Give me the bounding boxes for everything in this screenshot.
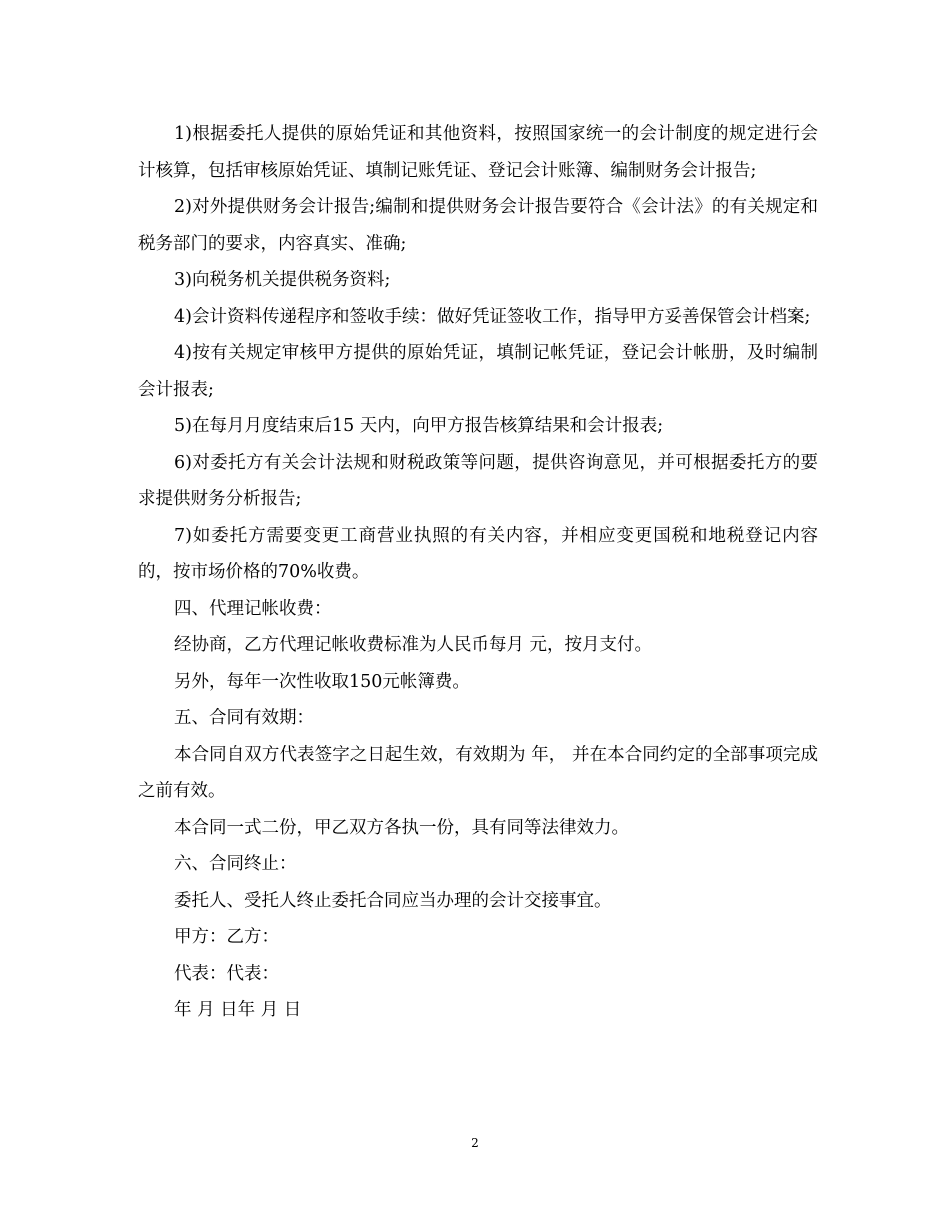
document-body xyxy=(138,116,818,1029)
page-number: 2 xyxy=(471,1136,479,1150)
signature-parties: 甲方：乙方： xyxy=(174,927,279,947)
paragraph-duty-5: 5)在每月月度结束后15 天内，向甲方报告核算结果和会计报表; xyxy=(174,416,664,436)
paragraph-duty-4b: 4)按有关规定审核甲方提供的原始凭证，填制记帐凭证，登记会计帐册，及时编制会计报表; xyxy=(138,343,818,400)
paragraph-duty-6: 6)对委托方有关会计法规和财税政策等问题，提供咨询意见，并可根据委托方的要求提供财务分析报告; xyxy=(138,452,818,509)
paragraph-duty-2: 2)对外提供财务会计报告;编制和提供财务会计报告要符合《会计法》的有关规定和税务部门的要求，内容真实、准确; xyxy=(138,197,818,254)
paragraph-copies: 本合同一式二份，甲乙双方各执一份，具有同等法律效力。 xyxy=(174,817,629,838)
paragraph-duty-4a: 4)会计资料传递程序和签收手续：做好凭证签收工作，指导甲方妥善保管会计档案; xyxy=(174,306,811,327)
signature-representatives: 代表：代表： xyxy=(174,963,279,984)
paragraph-ledger-fee: 另外，每年一次性收取150元帐簿费。 xyxy=(174,671,470,692)
paragraph-duty-1: 1)根据委托人提供的原始凭证和其他资料，按照国家统一的会计制度的规定进行会计核算，包括审核原始凭证、填制记账凭证、登记会计账簿、编制财务会计报告; xyxy=(138,124,818,181)
paragraph-termination: 委托人、受托人终止委托合同应当办理的会计交接事宜。 xyxy=(174,890,612,911)
paragraph-validity-term: 本合同自双方代表签字之日起生效，有效期为 年， 并在本合同约定的全部事项完成之前有效。 xyxy=(138,744,818,801)
paragraph-fee-standard: 经协商，乙方代理记帐收费标准为人民币每月 元，按月支付。 xyxy=(174,635,653,655)
section-heading-validity: 五、合同有效期： xyxy=(174,708,314,728)
signature-dates: 年 月 日年 月 日 xyxy=(174,1000,302,1020)
paragraph-duty-3: 3)向税务机关提供税务资料; xyxy=(174,270,391,290)
section-heading-fees: 四、代理记帐收费： xyxy=(174,598,332,619)
paragraph-duty-7: 7)如委托方需要变更工商营业执照的有关内容，并相应变更国税和地税登记内容的，按市场价格的70%收费。 xyxy=(138,525,818,582)
section-heading-termination: 六、合同终止： xyxy=(174,854,297,874)
